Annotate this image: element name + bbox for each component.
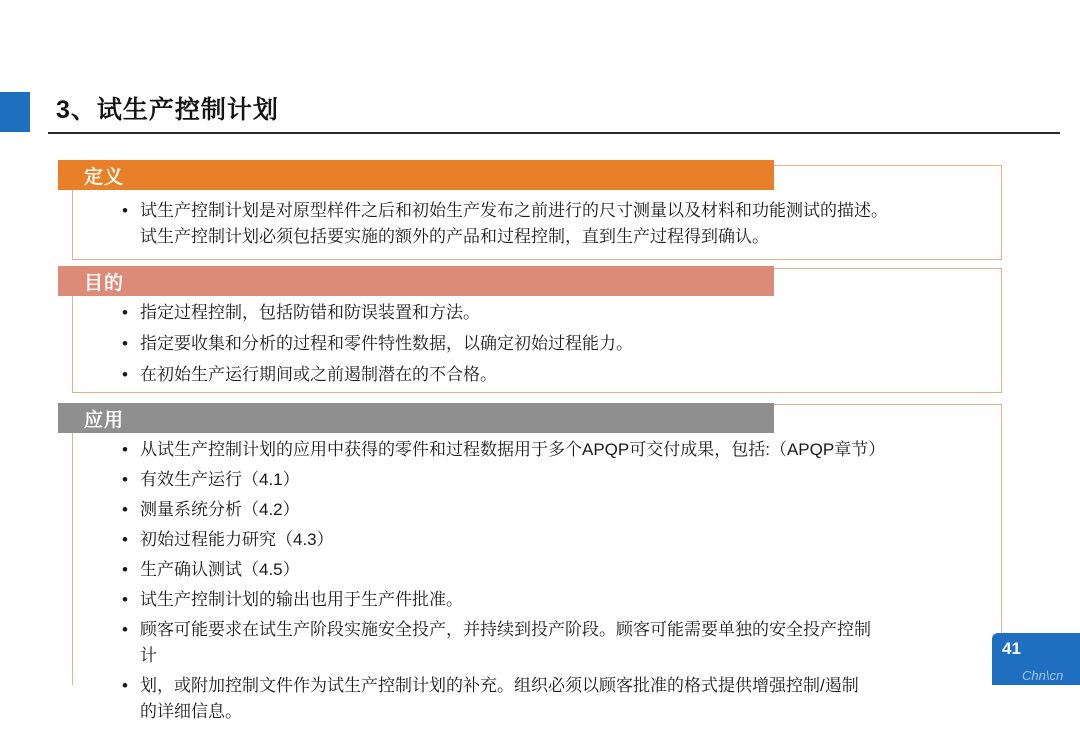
bullet-line-cont: 计 xyxy=(140,646,157,665)
bullet-line: 初始过程能力研究（4.3） xyxy=(140,530,334,549)
page-title: 3、试生产控制计划 xyxy=(56,96,279,124)
section-body-definition xyxy=(122,198,992,250)
bullet-line: 指定过程控制，包括防错和防误装置和方法。 xyxy=(140,303,480,322)
bullet-line: 生产确认测试（4.5） xyxy=(140,560,300,579)
list-item xyxy=(122,527,992,553)
section-body-purpose xyxy=(122,300,992,393)
bullet-line: 顾客可能要求在试生产阶段实施安全投产，并持续到投产阶段。顾客可能需要单独的安全投产控制 xyxy=(140,620,871,639)
bullet-line: 试生产控制计划是对原型样件之后和初始生产发布之前进行的尺寸测量以及材料和功能测试的描述。 xyxy=(140,201,888,220)
list-item xyxy=(122,557,992,583)
list-item xyxy=(122,362,992,388)
page-number: 41 xyxy=(1002,639,1021,658)
list-item xyxy=(122,467,992,493)
bullet-line: 指定要收集和分析的过程和零件特性数据，以确定初始过程能力。 xyxy=(140,334,633,353)
list-item xyxy=(122,331,992,357)
list-item xyxy=(122,617,992,669)
section-heading-purpose: 目的 xyxy=(84,272,125,294)
section-body-application xyxy=(122,437,992,729)
section-heading-definition: 定义 xyxy=(84,166,125,188)
bullet-line: 测量系统分析（4.2） xyxy=(140,500,300,519)
bullet-line: 有效生产运行（4.1） xyxy=(140,470,300,489)
list-item xyxy=(122,497,992,523)
title-divider xyxy=(48,132,1060,134)
bullet-line-cont: 试生产控制计划必须包括要实施的额外的产品和过程控制，直到生产过程得到确认。 xyxy=(140,227,769,246)
list-item xyxy=(122,437,992,463)
title-accent-bar xyxy=(0,92,30,132)
section-band-definition xyxy=(58,160,774,190)
list-item xyxy=(122,198,992,250)
bullet-line: 在初始生产运行期间或之前遏制潜在的不合格。 xyxy=(140,365,497,384)
list-item xyxy=(122,587,992,613)
slide-title-row xyxy=(0,92,1080,138)
section-band-purpose xyxy=(58,266,774,296)
bullet-line: 从试生产控制计划的应用中获得的零件和过程数据用于多个APQP可交付成果，包括:（APQP章节） xyxy=(140,440,886,459)
page-number-badge xyxy=(992,633,1080,685)
bullet-line: 划，或附加控制文件作为试生产控制计划的补充。组织必须以顾客批准的格式提供增强控制/遏制 xyxy=(140,676,859,695)
bullet-line: 试生产控制计划的输出也用于生产件批准。 xyxy=(140,590,463,609)
list-item xyxy=(122,300,992,326)
watermark-text: Chn\cn xyxy=(1022,668,1064,683)
section-band-application xyxy=(58,403,774,433)
bullet-line-cont: 的详细信息。 xyxy=(140,702,242,721)
section-heading-application: 应用 xyxy=(84,409,125,431)
list-item xyxy=(122,673,992,725)
